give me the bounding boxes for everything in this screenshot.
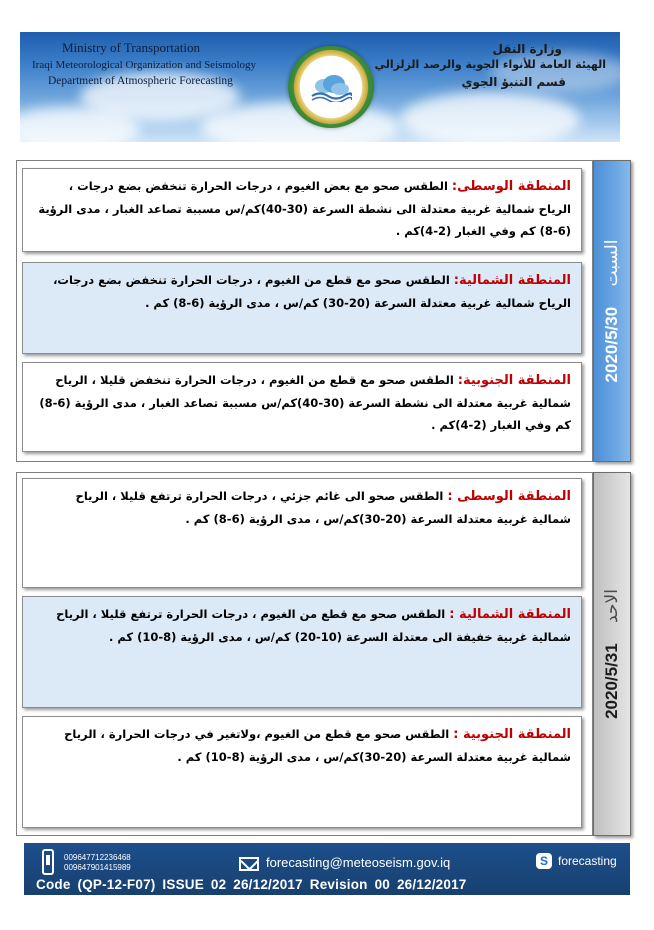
footer-bar: [24, 843, 630, 895]
header-english: [32, 40, 256, 87]
phone-number-1: 009647712236468: [64, 853, 131, 862]
forecast-text: الطقس صحو مع قطع من الغيوم ، درجات الحرارة تنخفض قليلا ، الرياح شمالية غربية معتدلة الى نشطة السرعة (30-40)كم/س مسببة تصاعد الغبار ، مدى الرؤية (6-8) كم وفي الغبار (2-4)كم .: [39, 373, 571, 432]
region-label: المنطقة الوسطى:: [451, 179, 571, 194]
phone-icon: [42, 849, 54, 875]
date-bar-day2: [593, 472, 631, 836]
forecast-text: الطقس صحو مع قطع من الغيوم ، درجات الحرارة ترتفع قليلا ، الرياح شمالية غربية خفيفة الى معتدلة السرعة (10-20) كم/س ، مدى الرؤية (8-10) كم .: [56, 607, 571, 644]
region-label: المنطقة الجنوبية :: [453, 727, 571, 742]
department-name-ar: قسم التنبؤ الجوي: [461, 75, 566, 89]
document-code: Code (QP-12-F07) ISSUE 02 26/12/2017 Revision 00 26/12/2017: [36, 877, 467, 892]
logo-emblem-icon: [310, 72, 352, 102]
skype-icon: S: [536, 853, 552, 869]
header-arabic: [375, 42, 606, 89]
forecast-text: الطقس صحو مع قطع من الغيوم ،ولاتغير في درجات الحرارة ، الرياح شمالية غربية معتدلة السرعة (20-30)كم/س ، مدى الرؤية (8-10) كم .: [64, 727, 571, 764]
header-banner: [20, 32, 620, 142]
date-label: 2020/5/31: [602, 643, 621, 719]
forecast-day2-central: [22, 478, 582, 588]
date-bar-day1: [593, 160, 631, 462]
phone-numbers: [64, 853, 131, 873]
phone-number-2: 009647901415989: [64, 863, 131, 872]
organization-name-ar: الهيئة العامة للأنواء الجوية والرصد الزلزالي: [374, 58, 606, 71]
date-label: 2020/5/30: [602, 306, 621, 383]
region-label: المنطقة الوسطى :: [447, 489, 571, 504]
forecast-day1-central: [22, 168, 582, 252]
forecast-day1-north: [22, 262, 582, 354]
email-address[interactable]: forecasting@meteoseism.gov.iq: [266, 855, 451, 870]
forecast-day2-north: [22, 596, 582, 708]
forecast-text: الطقس صحو مع بعض الغيوم ، درجات الحرارة تنخفض بضع درجات ، الرياح شمالية غربية معتدلة الى نشطة السرعة (30-40)كم/س مسببة تصاعد الغبار ، مدى الرؤية (6-8) كم وفي الغبار (2-4)كم .: [38, 179, 571, 238]
region-label: المنطقة الشمالية:: [453, 273, 571, 288]
forecast-day2-south: [22, 716, 582, 828]
organization-logo: [288, 46, 374, 128]
region-label: المنطقة الجنوبية:: [457, 373, 571, 388]
organization-name-en: Iraqi Meteorological Organization and Seismology: [32, 59, 257, 71]
skype-handle[interactable]: forecasting: [558, 854, 617, 868]
region-label: المنطقة الشمالية :: [449, 607, 571, 622]
email-icon: [239, 857, 259, 871]
ministry-name-ar: وزارة النقل: [492, 42, 562, 56]
day-name-label: الاحد: [602, 589, 622, 623]
forecast-day1-south: [22, 362, 582, 452]
day-name-label: السبت: [602, 239, 622, 287]
ministry-name-en: Ministry of Transportation: [62, 40, 200, 55]
forecast-text: الطقس صحو الى غائم جزئي ، درجات الحرارة ترتفع قليلا ، الرياح شمالية غربية معتدلة السرعة (20-30)كم/س ، مدى الرؤية (6-8) كم .: [75, 489, 571, 526]
forecast-text: الطقس صحو مع قطع من الغيوم ، درجات الحرارة تنخفض بضع درجات، الرياح شمالية غربية معتدلة السرعة (20-30) كم/س ، مدى الرؤية (6-8) كم .: [53, 273, 571, 310]
department-name-en: Department of Atmospheric Forecasting: [48, 75, 233, 87]
